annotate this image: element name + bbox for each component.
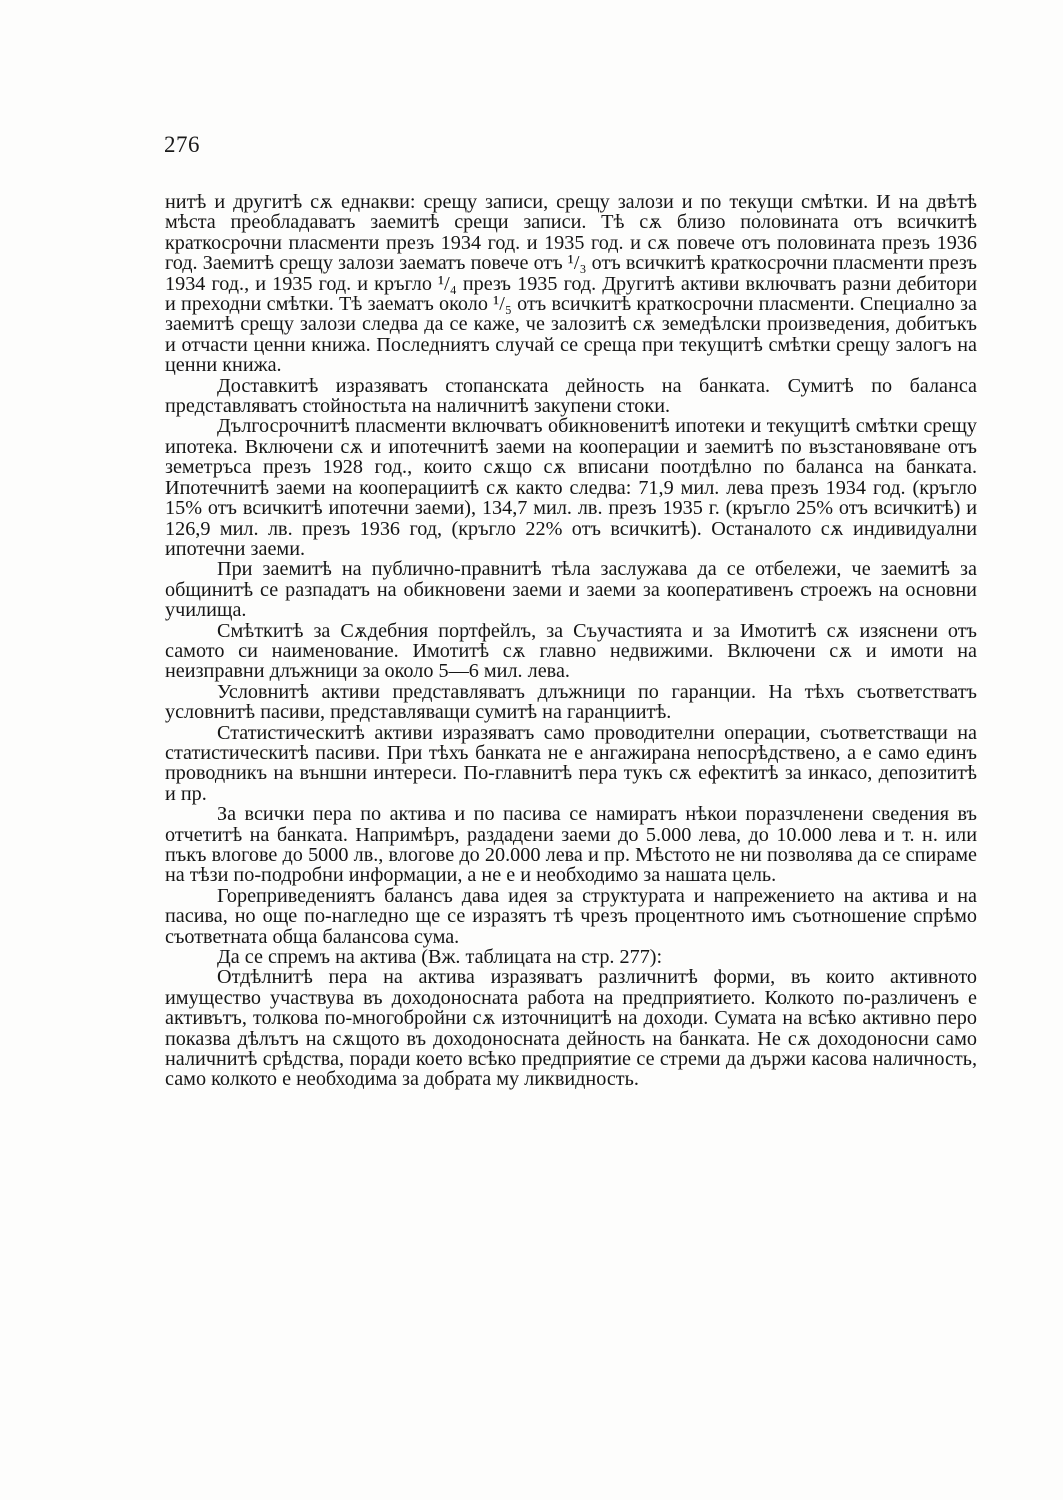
- paragraph-detailed-reports: За всички пера по актива и по пасива се намиратъ нѣкои поразчленени сведения въ отчетитѣ на банката. Напримѣръ, раздадени заеми до 5.000 лева, до 10.000 лева и т. н. или пъкъ влогове до 5000 лв., влогове до 20.000 лева и пр. Мѣстото не ни позволява да се спираме на тѣзи по-подробни информации, а не е и необходимо за нашата цель.: [165, 803, 977, 887]
- paragraph-public-bodies-loans: При заемитѣ на публично-правнитѣ тѣла заслужава да се отбележи, че заемитѣ за общинитѣ се разпадатъ на обикновени заеми и заеми за кооперативенъ строежъ на основни училища.: [165, 558, 977, 622]
- paragraph-assets-intro: Да се спремъ на актива (Вж. таблицата на стр. 277):: [217, 946, 663, 969]
- paragraph-conditional-assets: Условнитѣ активи представляватъ длъжници по гаранции. На тѣхъ съответстватъ условнитѣ пасиви, представляващи сумитѣ на гаранциитѣ.: [165, 680, 977, 724]
- paragraph-deliveries: Доставкитѣ изразяватъ стопанската дейность на банката. Сумитѣ по баланса представляватъ стойностьта на наличнитѣ закупени стоки.: [165, 374, 977, 418]
- paragraph-long-term-placements: Дългосрочнитѣ пласменти включватъ обикновенитѣ ипотеки и текущитѣ смѣтки срещу ипотека. Включени сѫ и ипотечнитѣ заеми на кооперации и заемитѣ по възстановяване отъ земетръса презъ 1928 год., които сѫщо сѫ вписани поотдѣлно по баланса на банката. Ипотечнитѣ заеми на кооперациитѣ сѫ както следва: 71,9 мил. лева презъ 1934 год. (кръгло 15% отъ всичкитѣ ипотечни заеми), 134,7 мил. лв. презъ 1935 г. (кръгло 25% отъ всичкитѣ) и 126,9 мил. лв. презъ 1936 год, (кръгло 22% отъ всичкитѣ). Останалото сѫ индивидуални ипотечни заеми.: [165, 415, 977, 560]
- paragraph-balance-structure: Гореприведениятъ балансъ дава идея за структурата и напрежението на актива и на пасива, но още по-нагледно ще се изразятъ тѣ чрезъ процентното имъ съотношение спрѣмо съответната обща балансова сума.: [165, 884, 977, 948]
- body-text: [165, 192, 977, 1090]
- paragraph-short-term-placements: нитѣ и другитѣ сѫ еднакви: срещу записи, срещу залози и по текущи смѣтки. И на двѣтѣ мѣста преобладаватъ заемитѣ срещи записи. Тѣ сѫ близо половината отъ всичкитѣ краткосрочни пласменти презъ 1934 год. и 1935 год. и сѫ повече отъ половината презъ 1936 год. Заемитѣ срещу залози заематъ повече отъ ¹/₃ отъ всичкитѣ краткосрочни пласменти презъ 1934 год., и 1935 год. и кръгло ¹/₄ презъ 1935 год. Другитѣ активи включватъ разни дебитори и преходни смѣтки. Тѣ заематъ около ¹/₅ отъ всичкитѣ краткосрочни пласменти. Специално за заемитѣ срещу залози следва да се каже, че залозитѣ сѫ земедѣлски произведения, добитъкъ и отчасти ценни книжа. Последниятъ случай се среща при текущитѣ смѣтки срещу залогъ на ценни книжа.: [165, 191, 977, 377]
- page-number: 276: [164, 132, 200, 157]
- paragraph-asset-items: Отдѣлнитѣ пера на актива изразяватъ различнитѣ форми, въ които активното имущество участвува въ доходоносната работа на предприятието. Колкото по-различенъ е активътъ, толкова по-многобройни сѫ източницитѣ на доходи. Сумата на всѣко активно перо показва дѣлътъ на сѫщото въ доходоносната дейность на банката. Не сѫ доходоносни само наличнитѣ срѣдства, поради което всѣко предприятие се стреми да държи касова наличность, само колкото е необходима за добрата му ликвидность.: [165, 966, 977, 1091]
- paragraph-statistical-assets: Статистическитѣ активи изразяватъ само проводителни операции, съответстващи на статистическитѣ пасиви. При тѣхъ банката не е ангажирана непосрѣдствено, а е само единъ проводникъ на външни интереси. По-главнитѣ пера тукъ сѫ ефектитѣ за инкасо, депозититѣ и пр.: [165, 721, 977, 805]
- paragraph-portfolio-accounts: Смѣткитѣ за Сѫдебния портфейлъ, за Съучастията и за Имотитѣ сѫ изяснени отъ самото си наименование. Имотитѣ сѫ главно недвижими. Включени сѫ и имоти на неизправни длъжници за около 5—6 мил. лева.: [165, 619, 977, 683]
